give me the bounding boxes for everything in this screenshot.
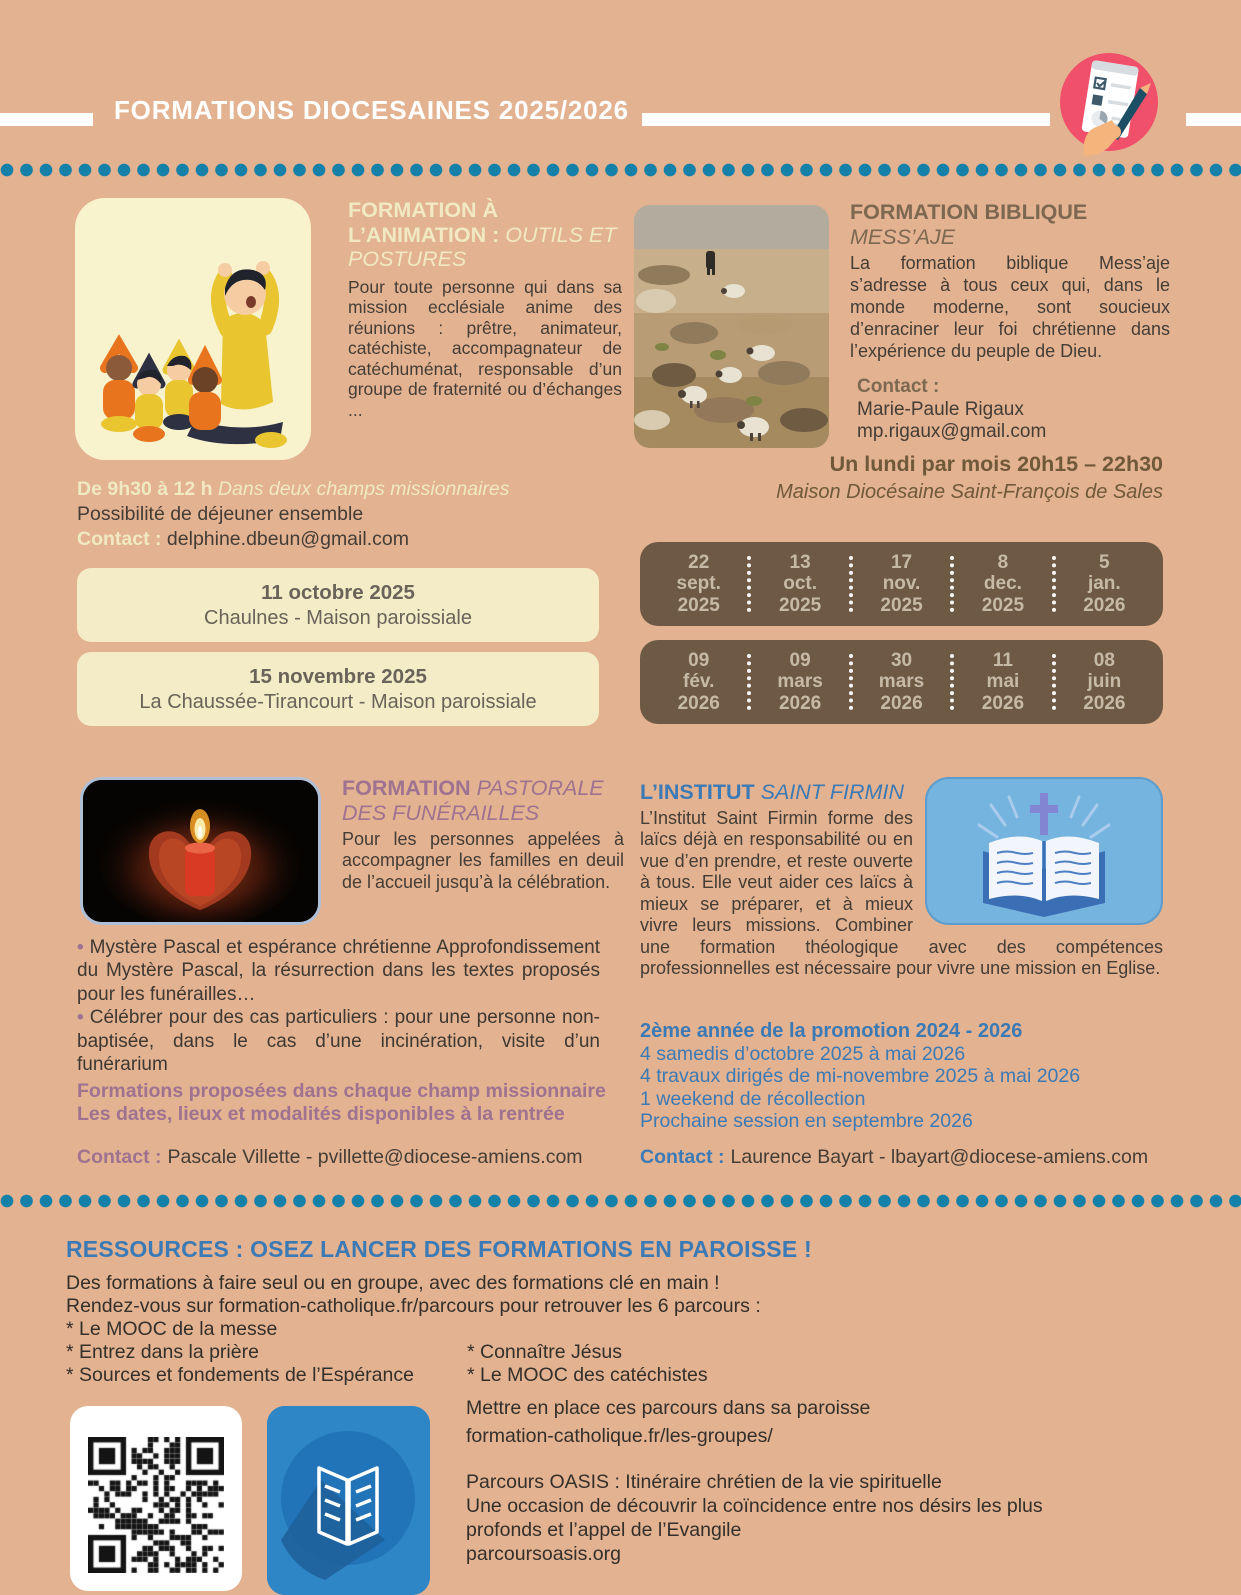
contact-email: mp.rigaux@gmail.com xyxy=(857,421,1047,442)
biblique-schedule xyxy=(640,452,1163,504)
parcours-item: * Entrez dans la prière xyxy=(66,1341,259,1363)
session-date: 5 jan. 2026 xyxy=(1083,551,1126,616)
teacher-children-illustration xyxy=(75,198,311,460)
event-place: La Chaussée-Tirancourt - Maison paroissiale xyxy=(139,690,537,713)
funerailles-notes xyxy=(77,1080,606,1126)
candle-hands-photo xyxy=(80,777,321,925)
note-line: Les dates, lieux et modalités disponibles à la rentrée xyxy=(77,1103,565,1125)
groupes-url: formation-catholique.fr/les-groupes/ xyxy=(466,1425,773,1447)
section-animation-title-italic: OUTILS ET POSTURES xyxy=(348,222,617,271)
promo-line: Prochaine session en septembre 2026 xyxy=(640,1110,973,1132)
institut-contact xyxy=(640,1146,1148,1169)
groupes-line: Mettre en place ces parcours dans sa paroisse xyxy=(466,1397,871,1419)
ressources-line: Rendez-vous sur formation-catholique.fr/parcours pour retrouver les 6 parcours : xyxy=(66,1295,761,1317)
qr-code xyxy=(70,1406,242,1591)
session-date: 11 mai 2026 xyxy=(981,649,1025,714)
promo-line: 4 travaux dirigés de mi-novembre 2025 à mai 2026 xyxy=(640,1065,1081,1087)
parcours-row xyxy=(66,1364,1196,1387)
session-date: 30 mars 2026 xyxy=(878,649,925,714)
animation-contact xyxy=(77,527,622,552)
dotted-divider-bottom xyxy=(0,1194,1241,1208)
note-line: Formations proposées dans chaque champ missionnaire xyxy=(77,1080,606,1102)
schedule-line xyxy=(77,477,622,502)
checklist-hand-icon xyxy=(1056,50,1162,156)
section-institut-body: L’Institut Saint Firmin forme des laïcs déjà en responsabilité ou en vue d’en prendre, et reste ouverte à tous. Elle veut aider ces laïcs à mieux se préparer, et à mieux vivre leurs missions. Combiner une formation théologique avec des compétences professionnelles est nécessaire pour vivre une mission en Eglise. xyxy=(640,807,1163,978)
page-title: FORMATIONS DIOCESAINES 2025/2026 xyxy=(114,95,629,125)
session-date: 17 nov. 2025 xyxy=(880,551,923,616)
session-date: 08 juin 2026 xyxy=(1083,649,1126,714)
contact-value: Pascale Villette - pvillette@diocese-amiens.com xyxy=(167,1146,583,1168)
section-institut-title-italic: SAINT FIRMIN xyxy=(760,780,904,804)
contact-name: Marie-Paule Rigaux xyxy=(857,398,1024,420)
session-date: 13 oct. 2025 xyxy=(778,551,822,616)
promo-line: 4 samedis d’octobre 2025 à mai 2026 xyxy=(640,1042,966,1065)
session-date: 09 fév. 2026 xyxy=(677,649,720,714)
section-biblique-title xyxy=(850,200,1170,249)
biblique-dates-row1 xyxy=(640,542,1163,626)
session-date: 8 dec. 2025 xyxy=(981,551,1025,616)
text-wrap-spacer xyxy=(913,780,1163,932)
oasis-title: Parcours OASIS : Itinéraire chrétien de la vie spirituelle xyxy=(466,1471,942,1493)
session-date: 22 sept. 2025 xyxy=(676,551,721,616)
section-funerailles-title-italic: PASTORALE DES FUNÉRAILLES xyxy=(342,776,604,825)
ressources-line: Des formations à faire seul ou en groupe, avec des formations clé en main ! xyxy=(66,1272,720,1294)
dotted-divider-top xyxy=(0,163,1241,177)
section-animation-title-bold: FORMATION À L’ANIMATION : xyxy=(348,198,506,247)
section-biblique-title-bold: FORMATION BIBLIQUE xyxy=(850,200,1088,224)
parcours-item: * Le MOOC de la messe xyxy=(66,1318,278,1340)
institut-promo xyxy=(640,1020,1080,1133)
section-biblique xyxy=(850,200,1170,362)
biblique-dates-row2 xyxy=(640,640,1163,724)
section-funerailles-title-bold: FORMATION xyxy=(342,776,477,800)
lunch-note: Possibilité de déjeuner ensemble xyxy=(77,503,364,525)
contact-email: delphine.dbeun@gmail.com xyxy=(166,528,409,550)
sheep-desert-photo xyxy=(634,205,829,448)
oasis-desc: Une occasion de découvrir la coïncidence entre nos désirs les plus profonds et l’appel de l’Evangile xyxy=(466,1495,1043,1541)
section-animation-title xyxy=(348,198,622,272)
biblique-venue: Maison Diocésaine Saint-François de Sales xyxy=(776,481,1163,503)
open-book-app-icon xyxy=(267,1406,430,1595)
section-funerailles-title xyxy=(342,776,624,825)
section-ressources xyxy=(66,1236,1196,1387)
section-institut xyxy=(640,780,1163,980)
contact-label: Contact : xyxy=(857,376,940,397)
funerailles-contact xyxy=(77,1146,583,1169)
contact-label: Contact : xyxy=(77,528,162,550)
ressources-title: RESSOURCES : OSEZ LANCER DES FORMATIONS EN PAROISSE ! xyxy=(66,1236,812,1262)
bullet-item: • Célébrer pour des cas particuliers : pour une personne non-baptisée, dans le cas d’une incinération, visite d’un funérarium xyxy=(77,1006,600,1076)
event-place: Chaulnes - Maison paroissiale xyxy=(204,606,472,629)
event-card-november xyxy=(77,652,599,726)
section-animation-body: Pour toute personne qui dans sa mission ecclésiale anime des réunions : prêtre, animateur, catéchiste, accompagnateur de catéchuménat, responsable d’un groupe de fraternité ou d’échanges ... xyxy=(348,276,622,421)
section-biblique-body: La formation biblique Mess’aje s’adresse à tous ceux qui, dans le monde moderne, sont soucieux d’enraciner leur foi chrétienne dans l’expérience du peuple de Dieu. xyxy=(850,253,1170,361)
oasis-url: parcoursoasis.org xyxy=(466,1543,621,1565)
funerailles-bullets xyxy=(77,936,600,1076)
parcours-item: * Connaître Jésus xyxy=(467,1341,623,1363)
event-date: 15 novembre 2025 xyxy=(249,664,427,688)
header-rule-right xyxy=(1186,113,1241,126)
section-animation xyxy=(348,198,622,421)
schedule-time: De 9h30 à 12 h xyxy=(77,478,213,500)
section-institut-title-bold: L’INSTITUT xyxy=(640,780,761,804)
header-rule-mid xyxy=(642,113,1050,126)
bullet-item: • Mystère Pascal et espérance chrétienne Approfondissement du Mystère Pascal, la résurrection dans les textes proposés pour les funérailles… xyxy=(77,936,600,1006)
schedule-scope: Dans deux champs missionnaires xyxy=(217,478,510,500)
parcours-item: * Sources et fondements de l’Espérance xyxy=(66,1364,414,1386)
biblique-time: Un lundi par mois 20h15 – 22h30 xyxy=(829,452,1163,476)
section-funerailles xyxy=(342,776,624,893)
animation-schedule xyxy=(77,477,622,552)
section-funerailles-body: Pour les personnes appelées à accompagner les familles en deuil de l’accueil jusqu’à la célébration. xyxy=(342,829,624,892)
session-date: 09 mars 2026 xyxy=(777,649,823,714)
biblique-contact xyxy=(857,376,1046,444)
contact-label: Contact : xyxy=(77,1146,162,1168)
contact-label: Contact : xyxy=(640,1146,725,1168)
contact-value: Laurence Bayart - lbayart@diocese-amiens.com xyxy=(730,1146,1149,1168)
event-card-october xyxy=(77,568,599,642)
parcours-item: * Le MOOC des catéchistes xyxy=(467,1364,708,1386)
header-rule-left xyxy=(0,113,93,126)
promo-line: 1 weekend de récollection xyxy=(640,1087,866,1110)
section-biblique-title-italic: MESS’AJE xyxy=(850,224,956,249)
parcours-row xyxy=(66,1341,1196,1364)
promo-title: 2ème année de la promotion 2024 - 2026 xyxy=(640,1020,1023,1042)
event-date: 11 octobre 2025 xyxy=(261,580,415,604)
